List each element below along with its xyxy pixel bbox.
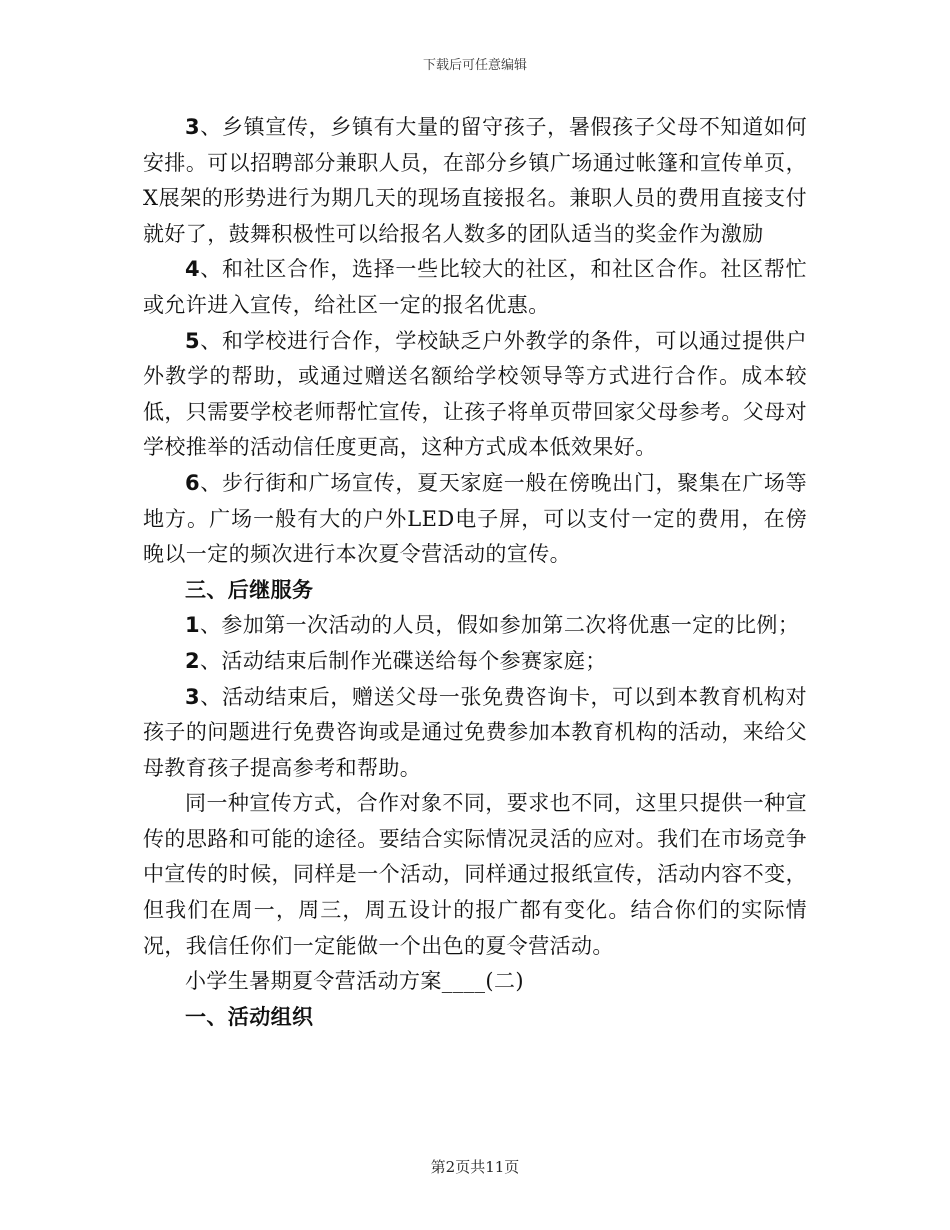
page-footer-pagination: 第2页共11页 (430, 1158, 520, 1176)
paragraph-text: 、活动结束后制作光碟送给每个参赛家庭； (200, 648, 607, 673)
paragraph-text: 、参加第一次活动的人员，假如参加第二次将优惠一定的比例； (200, 613, 800, 638)
paragraph-street-square-promotion (143, 466, 807, 573)
paragraph-summary: 同一种宣传方式，合作对象不同，要求也不同，这里只提供一种宣传的思路和可能的途径。要结合实际情况灵活的应对。我们在市场竞争中宣传的时候，同样是一个活动，同样通过报纸宣传，活动内容不变，但我们在周一，周三，周五设计的报广都有变化。结合你们的实际情况，我信任你们一定能做一个出色的夏令营活动。 (143, 791, 807, 958)
paragraph-follow-up-2 (143, 644, 807, 680)
item-number: 3 (185, 684, 201, 709)
paragraph-follow-up-3 (143, 680, 807, 787)
document-body (143, 110, 807, 1035)
item-number: 5 (185, 328, 201, 353)
paragraph-text: 、步行街和广场宣传，夏天家庭一般在傍晚出门，聚集在广场等地方。广场一般有大的户外LED电子屏，可以支付一定的费用，在傍晚以一定的频次进行本次夏令营活动的宣传。 (143, 470, 807, 567)
item-number: 3 (185, 115, 201, 139)
item-number: 1 (185, 613, 201, 638)
section-heading-follow-up-service: 三、后继服务 (185, 577, 314, 602)
paragraph-township-promotion (143, 110, 807, 252)
paragraph-school-cooperation (143, 324, 807, 466)
page-header-note: 下载后可任意编辑 (422, 58, 527, 73)
item-number: 2 (185, 648, 201, 673)
paragraph-follow-up-1 (143, 608, 807, 644)
item-number: 4 (185, 257, 201, 282)
item-number: 6 (185, 470, 201, 495)
paragraph-community-cooperation (143, 252, 807, 323)
section-heading-activity-organization: 一、活动组织 (185, 1004, 314, 1029)
paragraph-text: 、乡镇宣传，乡镇有大量的留守孩子，暑假孩子父母不知道如何安排。可以招聘部分兼职人员，在部分乡镇广场通过帐篷和宣传单页，X展架的形势进行为期几天的现场直接报名。兼职人员的费用直接支付就好了，鼓舞积极性可以给报名人数多的团队适当的奖金作为激励 (143, 115, 807, 246)
paragraph-text: 、活动结束后，赠送父母一张免费咨询卡，可以到本教育机构对孩子的问题进行免费咨询或是通过免费参加本教育机构的活动，来给父母教育孩子提高参考和帮助。 (143, 684, 807, 780)
paragraph-text: 、和社区合作，选择一些比较大的社区，和社区合作。社区帮忙或允许进入宣传，给社区一定的报名优惠。 (143, 257, 807, 317)
document-subtitle: 小学生暑期夏令营活动方案____(二) (185, 969, 524, 994)
paragraph-text: 、和学校进行合作，学校缺乏户外教学的条件，可以通过提供户外教学的帮助，或通过赠送名额给学校领导等方式进行合作。成本较低，只需要学校老师帮忙宣传，让孩子将单页带回家父母参考。父母对学校推举的活动信任度更高，这种方式成本低效果好。 (143, 328, 807, 460)
